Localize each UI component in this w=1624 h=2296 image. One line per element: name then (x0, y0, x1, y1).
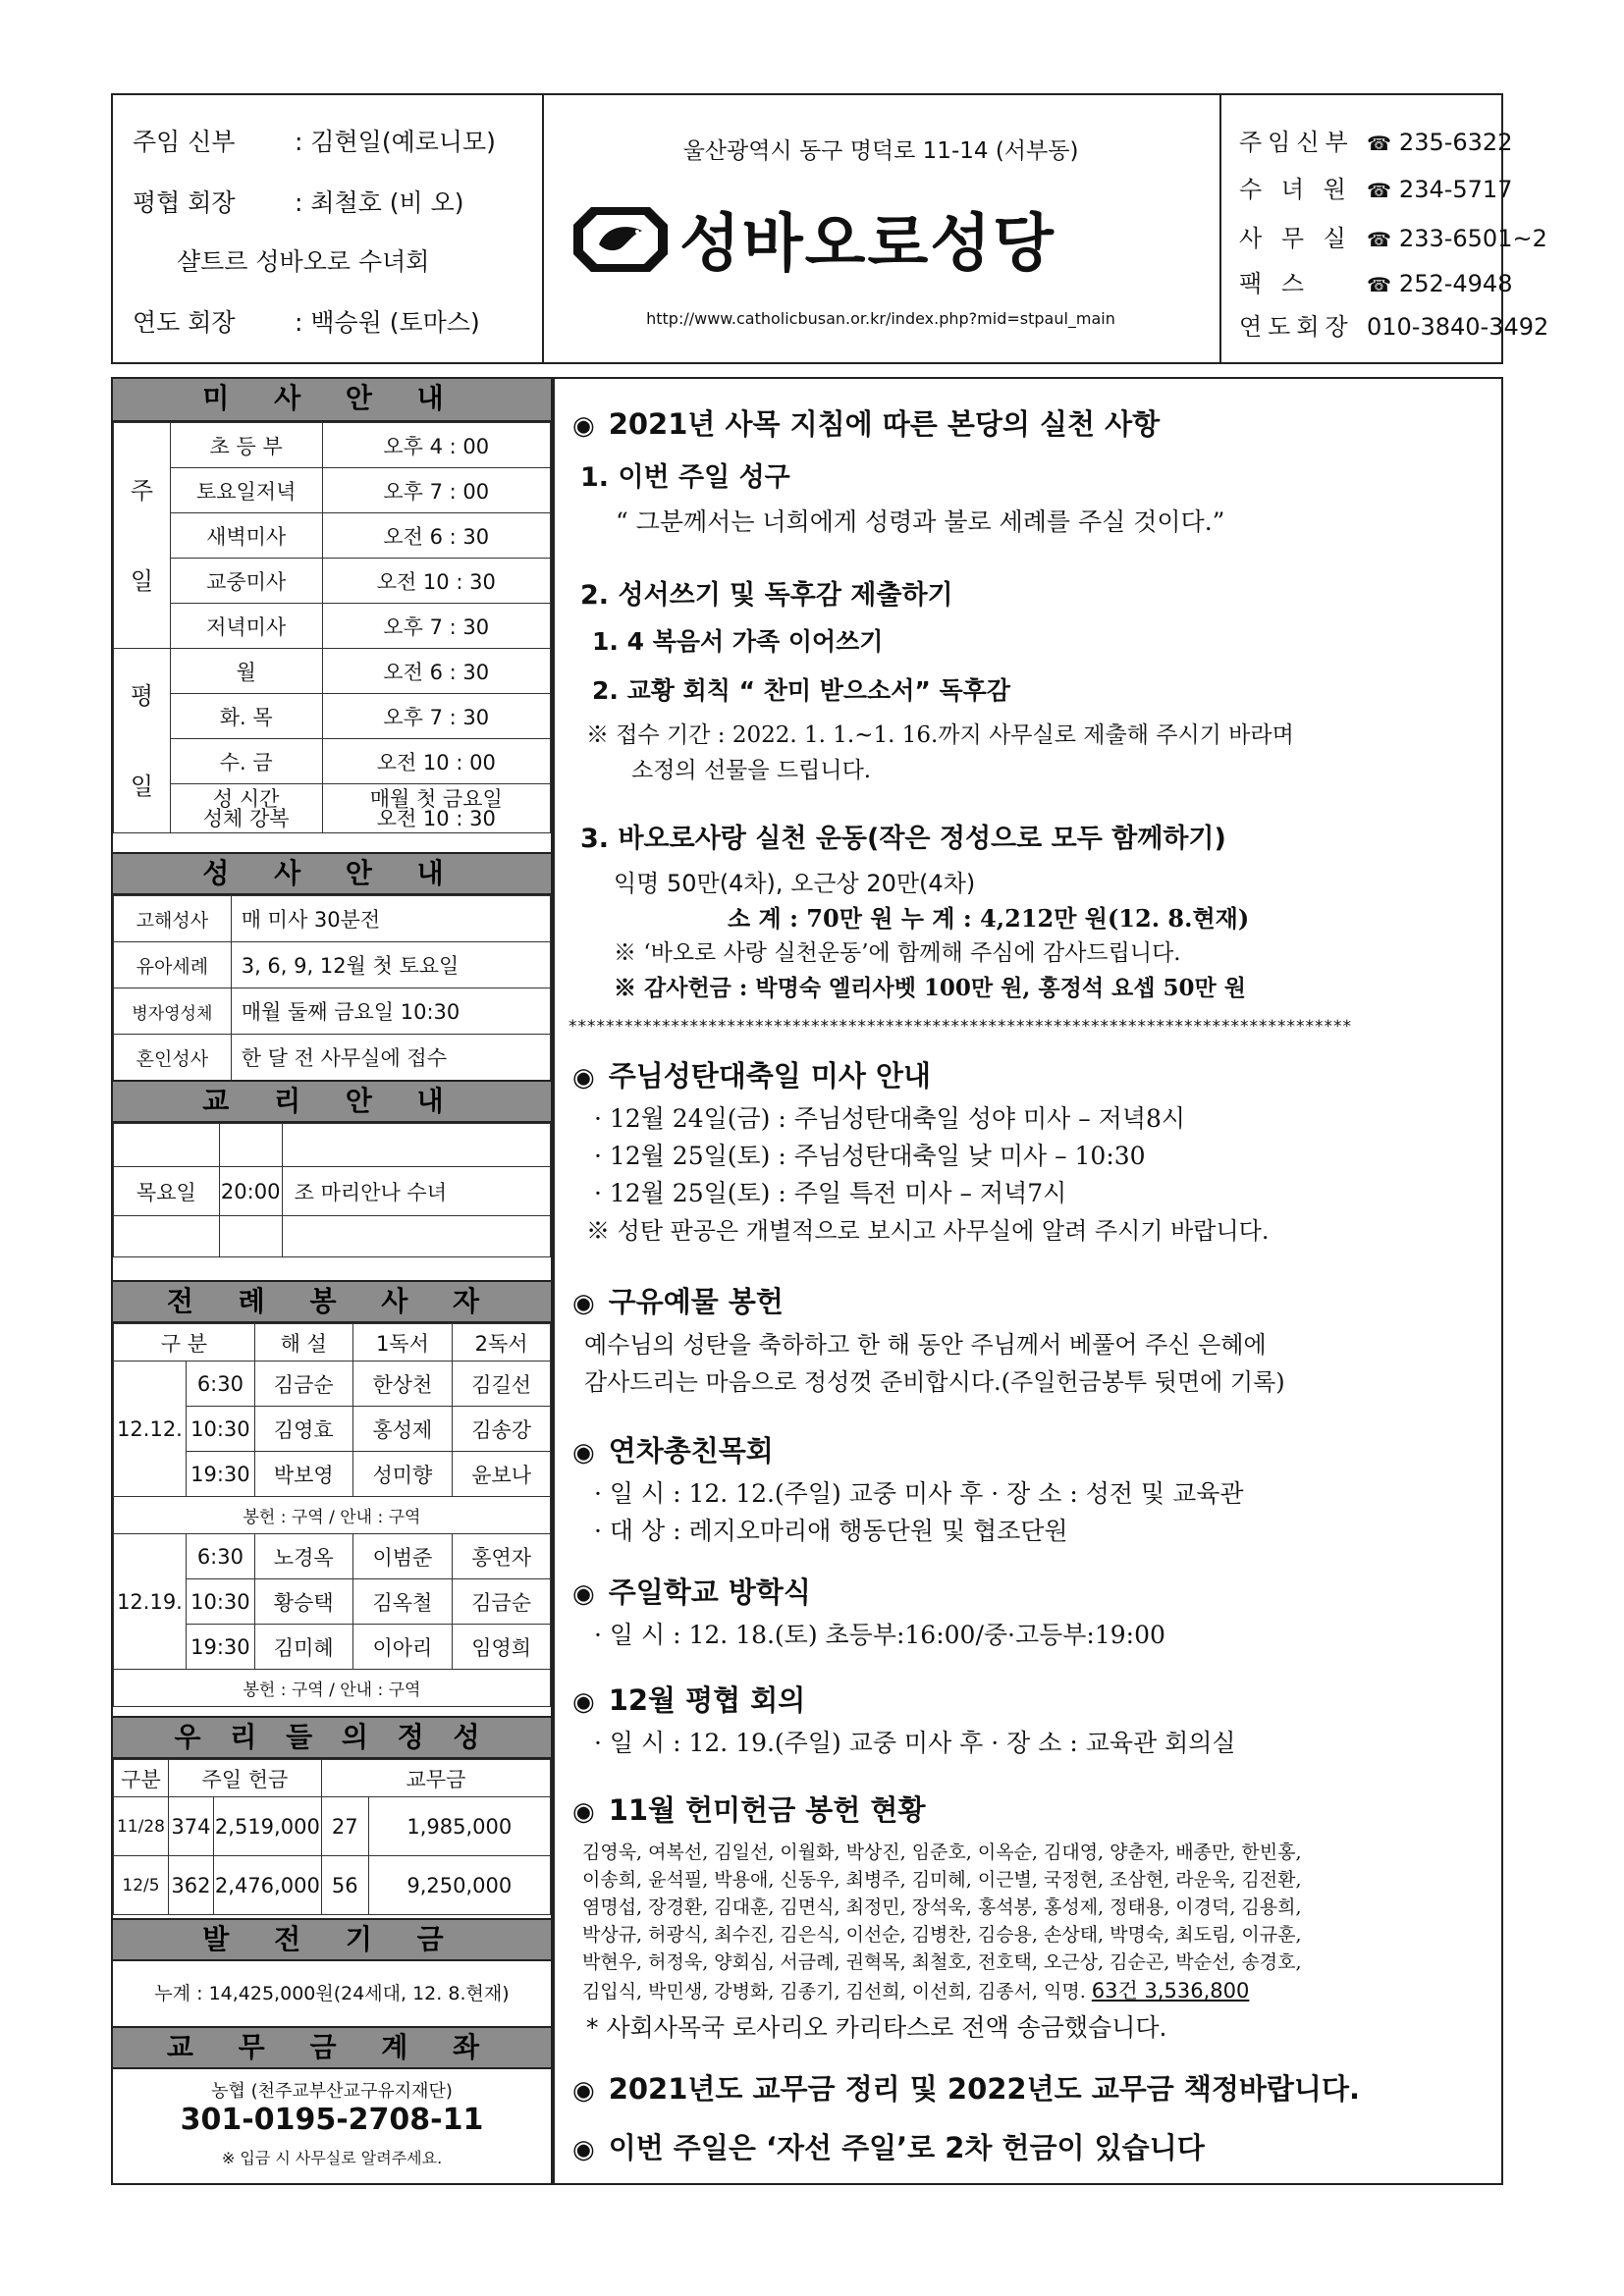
section-sunday-school: ◉ 주일학교 방학식 (572, 1575, 811, 1609)
donor-names-line: 김영욱, 여복선, 김일선, 이월화, 박상진, 임준호, 이옥순, 김대영, 양춘자, 배종만, 한빈홍, (582, 1842, 1302, 1863)
subheading-scripture: 1. 이번 주일 성구 (580, 462, 790, 493)
church-address: 울산광역시 동구 명덕로 11-14 (서부동) (682, 138, 1079, 164)
section-charity-sunday: ◉ 이번 주일은 ‘자선 주일’로 2차 헌금이 있습니다 (572, 2131, 1205, 2164)
mass-weekday-label: 평 일 (114, 649, 171, 833)
phone-icon: ☎ (1367, 132, 1391, 155)
christmas-mass-2: · 12월 25일(토) : 주님성탄대축일 낮 미사 – 10:30 (594, 1142, 1146, 1170)
paul-love-totals: 소 계 : 70만 원 누 계 : 4,212만 원(12. 8.현재) (728, 904, 1250, 933)
circle-bullet-icon: ◉ (572, 411, 595, 441)
church-name: 성바오로성당 (679, 208, 1056, 281)
phone-icon: ☎ (1367, 228, 1391, 251)
mass-sunday-label: 주 일 (114, 423, 171, 649)
main-column (553, 377, 1503, 2185)
circle-bullet-icon: ◉ (572, 1063, 595, 1093)
circle-bullet-icon: ◉ (572, 2076, 595, 2106)
donor-names-last-line: 김입식, 박민생, 강병화, 김종기, 김선희, 이선희, 김종서, 익명. 63건 3,536,800 (582, 1979, 1250, 2002)
contact-pastor: 주임신부 ☎ 235-6322 (1239, 129, 1513, 156)
left-column (111, 377, 553, 2185)
offering-title: 우 리 들 의 정 성 (113, 1716, 551, 1759)
donor-names-line: 염명섭, 장경환, 김대훈, 김면식, 최정민, 장석욱, 홍석봉, 홍성제, 정태용, 이경덕, 김용희, (582, 1896, 1302, 1918)
phone-icon: ☎ (1367, 273, 1391, 296)
circle-bullet-icon: ◉ (572, 1687, 595, 1717)
section-rice-offering: ◉ 11월 헌미헌금 봉헌 현황 (572, 1793, 926, 1827)
donor-names-line: 박현우, 허정욱, 양회심, 서금례, 권혁목, 최철호, 전호택, 오근상, 김순곤, 박순선, 송경호, (582, 1951, 1302, 1973)
header-box (111, 93, 1549, 364)
account-bank: 농협 (천주교부산교구유지재단) (211, 2081, 453, 2102)
crib-offering-line-2: 감사드리는 마음으로 정성껏 준비합시다.(주일헌금봉투 뒷면에 기록) (584, 1368, 1285, 1396)
mass-table: 주 일 초 등 부 오후 4 : 00 토요일저녁 오후 7 : 00 새벽미사 오전 6 : 30 교중미사 오전 10 : 30 저녁미사 오후 7 : 30 평 일 월 오전 6 : 30 화. 목 오후 7 : 30 수. 금 오전 10 : 00 성 시간 성체 강복 매월 첫 금요일 오전 10 : 30 (113, 422, 551, 833)
staff-council-head: 평협 회장 : 최철호 (비 오) (133, 188, 464, 217)
section-pastoral-guideline: ◉ 2021년 사목 지침에 따른 본당의 실천 사항 (572, 407, 1161, 441)
section-annual-gathering: ◉ 연차총친목회 (572, 1434, 774, 1468)
header-staff (113, 95, 544, 362)
liturgy-title: 전 례 봉 사 자 (113, 1280, 551, 1323)
liturgy-table: 구 분 해 설 1독서 2독서 12.12. 6:30 김금순 한상천 김길선 10:30 김영효 홍성제 김송강 19:30 박보영 성미향 윤보나 봉헌 : 구역 / 안내 : 구역 12.19. 6:30 노경옥 이범준 홍연자 10:30 황승택 김옥철 김금순 19:30 김미혜 이아리 임영희 봉헌 : 구역 / 안내 : 구역 (113, 1323, 551, 1707)
header-contacts (1219, 95, 1549, 362)
donor-names-line: 박상규, 허광식, 최수진, 김은식, 이선순, 김병찬, 김승용, 손상태, 박명숙, 최도림, 이규훈, (582, 1924, 1302, 1946)
development-title: 발 전 기 금 (113, 1918, 551, 1961)
staff-sisters: 샬트르 성바오로 수녀회 (177, 247, 430, 276)
circle-bullet-icon: ◉ (572, 1579, 595, 1609)
circle-bullet-icon: ◉ (572, 2135, 595, 2164)
christmas-mass-1: · 12월 24일(금) : 주님성탄대축일 성야 미사 – 저녁8시 (594, 1104, 1186, 1133)
mass-title: 미 사 안 내 (113, 379, 551, 422)
contact-yeondo: 연도회장 010-3840-3492 (1239, 313, 1549, 341)
staff-yeondo-head: 연도 회장 : 백승원 (토마스) (133, 308, 480, 337)
staff-pastor: 주임 신부 : 김현일(예로니모) (133, 128, 496, 156)
church-url[interactable]: http://www.catholicbusan.or.kr/index.php?mid=stpaul_main (646, 309, 1115, 328)
contact-office: 사 무 실 ☎ 233-6501~2 (1239, 225, 1547, 252)
offering-table: 구분 주일 헌금 교무금 11/28 374 2,519,000 27 1,985,000 12/5 362 2,476,000 56 9,250,000 (113, 1759, 551, 1915)
development-total: 누계 : 14,425,000원(24세대, 12. 8.현재) (154, 1983, 510, 2004)
sacrament-table: 고해성사 매 미사 30분전 유아세례 3, 6, 9, 12월 첫 토요일 병자영성체 매월 둘째 금요일 10:30 혼인성사 한 달 전 사무실에 접수 (113, 895, 551, 1081)
section-council-meeting: ◉ 12월 평협 회의 (572, 1683, 806, 1717)
contact-fax: 팩 스 ☎ 252-4948 (1239, 270, 1513, 297)
annual-gathering-when: · 일 시 : 12. 12.(주일) 교중 미사 후 · 장 소 : 성전 및 교육관 (594, 1479, 1244, 1508)
holy-hour-name: 성 시간 성체 강복 (170, 784, 322, 833)
council-meeting-when: · 일 시 : 12. 19.(주일) 교중 미사 후 · 장 소 : 교육관 회의실 (594, 1729, 1236, 1757)
paul-love-thanks: ※ ‘바오로 사랑 실천운동’에 함께해 주심에 감사드립니다. (614, 940, 1181, 966)
circle-bullet-icon: ◉ (572, 1438, 595, 1468)
doctrine-title: 교 리 안 내 (113, 1080, 551, 1123)
subheading-paul-love: 3. 바오로사랑 실천 운동(작은 정성으로 모두 함께하기) (580, 824, 1226, 854)
christmas-mass-3: · 12월 25일(토) : 주일 특전 미사 – 저녁7시 (594, 1179, 1067, 1207)
account-note: ※ 입금 시 사무실로 알려주세요. (221, 2149, 443, 2167)
phone-icon: ☎ (1367, 179, 1391, 202)
thanksgiving-offering: ※ 감사헌금 : 박명숙 엘리사벳 100만 원, 홍정석 요셉 50만 원 (614, 975, 1246, 1001)
sunday-school-when: · 일 시 : 12. 18.(토) 초등부:16:00/중·고등부:19:00 (594, 1621, 1165, 1649)
submission-gift: 소정의 선물을 드립니다. (631, 758, 872, 783)
paul-love-donors: 익명 50만(4차), 오근상 20만(4차) (614, 870, 976, 897)
donor-names-line: 이송희, 윤석필, 박용애, 신동우, 최병주, 김미혜, 이근별, 국정현, 조삼현, 라운욱, 김전환, (582, 1869, 1302, 1891)
annual-gathering-target: · 대 상 : 레지오마리애 행동단원 및 협조단원 (594, 1517, 1068, 1545)
star-divider: ************************************************************************************ (568, 1017, 1352, 1037)
holy-hour-time: 매월 첫 금요일 오전 10 : 30 (322, 784, 550, 833)
rice-offering-note: * 사회사목국 로사리오 카리타스로 전액 송금했습니다. (586, 2013, 1167, 2042)
bible-writing-item-2: 2. 교황 회칙 “ 찬미 받으소서” 독후감 (592, 676, 1010, 705)
crib-offering-line-1: 예수님의 성탄을 축하하고 한 해 동안 주님께서 베풀어 주신 은혜에 (584, 1331, 1267, 1359)
header-title (542, 95, 1221, 362)
circle-bullet-icon: ◉ (572, 1289, 595, 1318)
account-title: 교 무 금 계 좌 (113, 2026, 551, 2069)
account-number: 301-0195-2708-11 (180, 2103, 484, 2137)
contact-convent: 수 녀 원 ☎ 234-5717 (1239, 176, 1513, 203)
church-logo-icon (571, 205, 670, 274)
bible-writing-item-1: 1. 4 복음서 가족 이어쓰기 (592, 627, 884, 656)
rice-offering-count: 63건 3,536,800 (1091, 1979, 1250, 2002)
section-christmas-mass: ◉ 주님성탄대축일 미사 안내 (572, 1059, 932, 1093)
christmas-confession-note: ※ 성탄 판공은 개별적으로 보시고 사무실에 알려 주시기 바랍니다. (586, 1217, 1270, 1245)
section-tithe-notice: ◉ 2021년도 교무금 정리 및 2022년도 교무금 책정바랍니다. (572, 2072, 1360, 2106)
subheading-bible-writing: 2. 성서쓰기 및 독후감 제출하기 (580, 580, 953, 611)
section-crib-offering: ◉ 구유예물 봉헌 (572, 1285, 784, 1318)
doctrine-table: 목요일 20:00 조 마리안나 수녀 (113, 1123, 551, 1257)
scripture-quote: “ 그분께서는 너희에게 성령과 불로 세례를 주실 것이다.” (616, 507, 1225, 536)
submission-period: ※ 접수 기간 : 2022. 1. 1.~1. 16.까지 사무실로 제출해 주시기 바라며 (586, 722, 1294, 748)
sacrament-title: 성 사 안 내 (113, 852, 551, 895)
circle-bullet-icon: ◉ (572, 1797, 595, 1827)
